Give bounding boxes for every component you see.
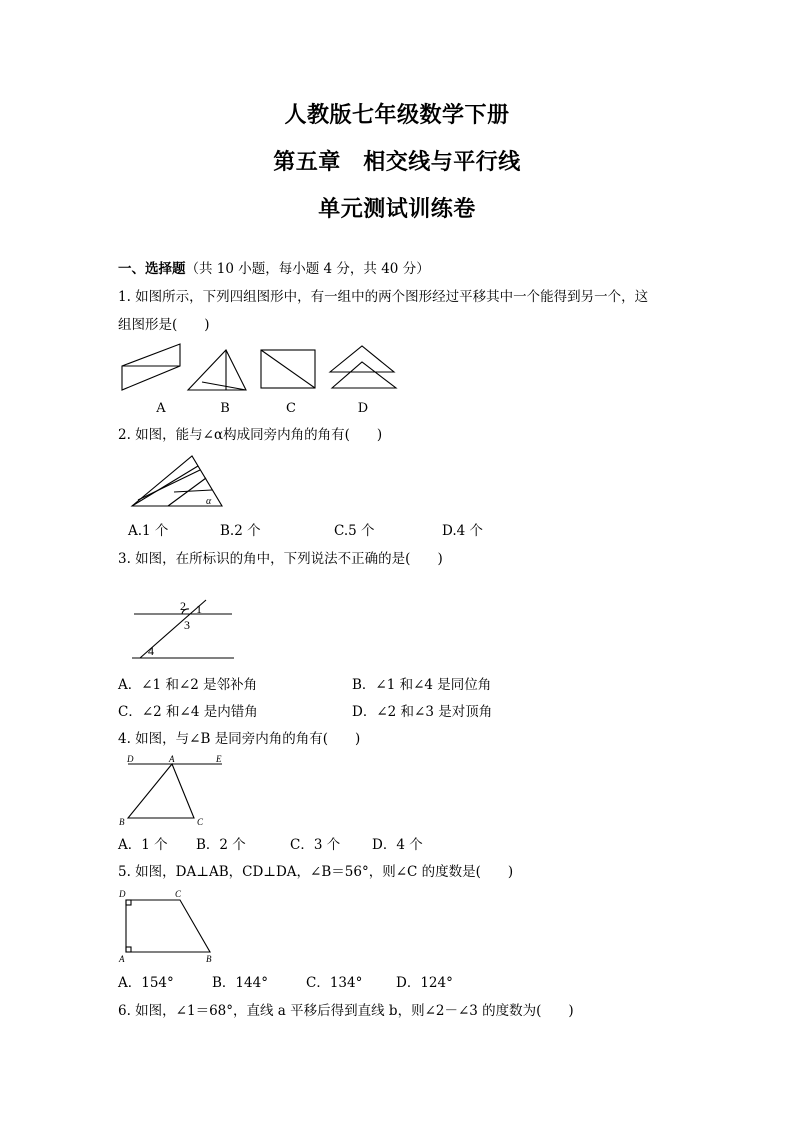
q4-text: 4. 如图，与∠B 是同旁内角的角有( ) [118, 731, 361, 747]
title-line-1: 人教版七年级数学下册 [284, 103, 510, 128]
q4-option-c: C．3 个 [290, 837, 341, 853]
section-name: 一、选择题 [118, 261, 186, 277]
q5-figure [118, 886, 218, 966]
q3-label-2: 2 [180, 599, 186, 613]
title-line-2: 第五章 相交线与平行线 [273, 150, 521, 175]
q2-text: 2. 如图，能与∠α构成同旁内角的角有( ) [118, 427, 383, 443]
q2-option-b: B.2 个 [220, 523, 261, 539]
q3-option-b: B．∠1 和∠4 是同位角 [352, 677, 492, 693]
q3-option-c: C．∠2 和∠4 是内错角 [118, 704, 258, 720]
q3-label-4: 4 [148, 644, 154, 658]
q2-option-d: D.4 个 [442, 523, 484, 539]
q2-option-a: A.1 个 [128, 523, 169, 539]
q1-figure-b [188, 350, 246, 390]
section-heading [118, 260, 430, 278]
q4-label-e: E [216, 754, 222, 764]
q4-label-c: C [197, 817, 204, 827]
q1-figure-c [261, 350, 315, 388]
q3-text: 3. 如图，在所标识的角中，下列说法不正确的是( ) [118, 551, 443, 567]
q5-label-b: B [206, 954, 212, 964]
q2-option-c: C.5 个 [334, 523, 375, 539]
q1-label-d: D [357, 401, 369, 416]
q2-alpha-label: α [206, 496, 212, 507]
q3-option-a: A．∠1 和∠2 是邻补角 [118, 677, 258, 693]
q1-label-a: A [156, 401, 166, 416]
q6-text: 6. 如图，∠1＝68°，直线 a 平移后得到直线 b，则∠2－∠3 的度数为( ) [118, 1003, 574, 1019]
q1-label-b: B [220, 401, 230, 416]
q4-option-a: A．1 个 [118, 837, 168, 853]
q4-option-b: B．2 个 [196, 837, 246, 853]
q5-label-d: D [119, 889, 126, 899]
q3-option-d: D．∠2 和∠3 是对顶角 [352, 704, 493, 720]
section-info: （共 10 小题，每小题 4 分，共 40 分） [185, 261, 430, 277]
q3-figure [128, 594, 238, 662]
q5-label-c: C [175, 889, 182, 899]
q4-label-d: D [127, 754, 134, 764]
q4-label-b: B [119, 817, 125, 827]
q5-label-a: A [119, 954, 125, 964]
q1-text-line2: 组图形是( ) [118, 317, 210, 333]
q4-label-a: A [169, 754, 175, 764]
q4-figure [118, 752, 230, 828]
title-line-3: 单元测试训练卷 [318, 197, 476, 222]
q5-option-d: D．124° [396, 975, 453, 991]
q1-label-c: C [286, 401, 296, 416]
q5-option-a: A．154° [118, 975, 174, 991]
q1-text-line1: 1. 如图所示，下列四组图形中，有一组中的两个图形经过平移其中一个能得到另一个，这 [118, 289, 649, 305]
q5-option-c: C．134° [306, 975, 363, 991]
q2-figure [128, 452, 228, 510]
q5-text: 5. 如图，DA⊥AB，CD⊥DA，∠B＝56°，则∠C 的度数是( ) [118, 864, 514, 880]
q3-label-1: 1 [196, 602, 202, 616]
q1-figure [118, 342, 408, 396]
q1-figure-a [122, 344, 180, 390]
q3-label-3: 3 [184, 618, 190, 632]
q5-option-b: B．144° [212, 975, 268, 991]
q1-figure-d [330, 346, 396, 388]
q4-option-d: D．4 个 [372, 837, 423, 853]
